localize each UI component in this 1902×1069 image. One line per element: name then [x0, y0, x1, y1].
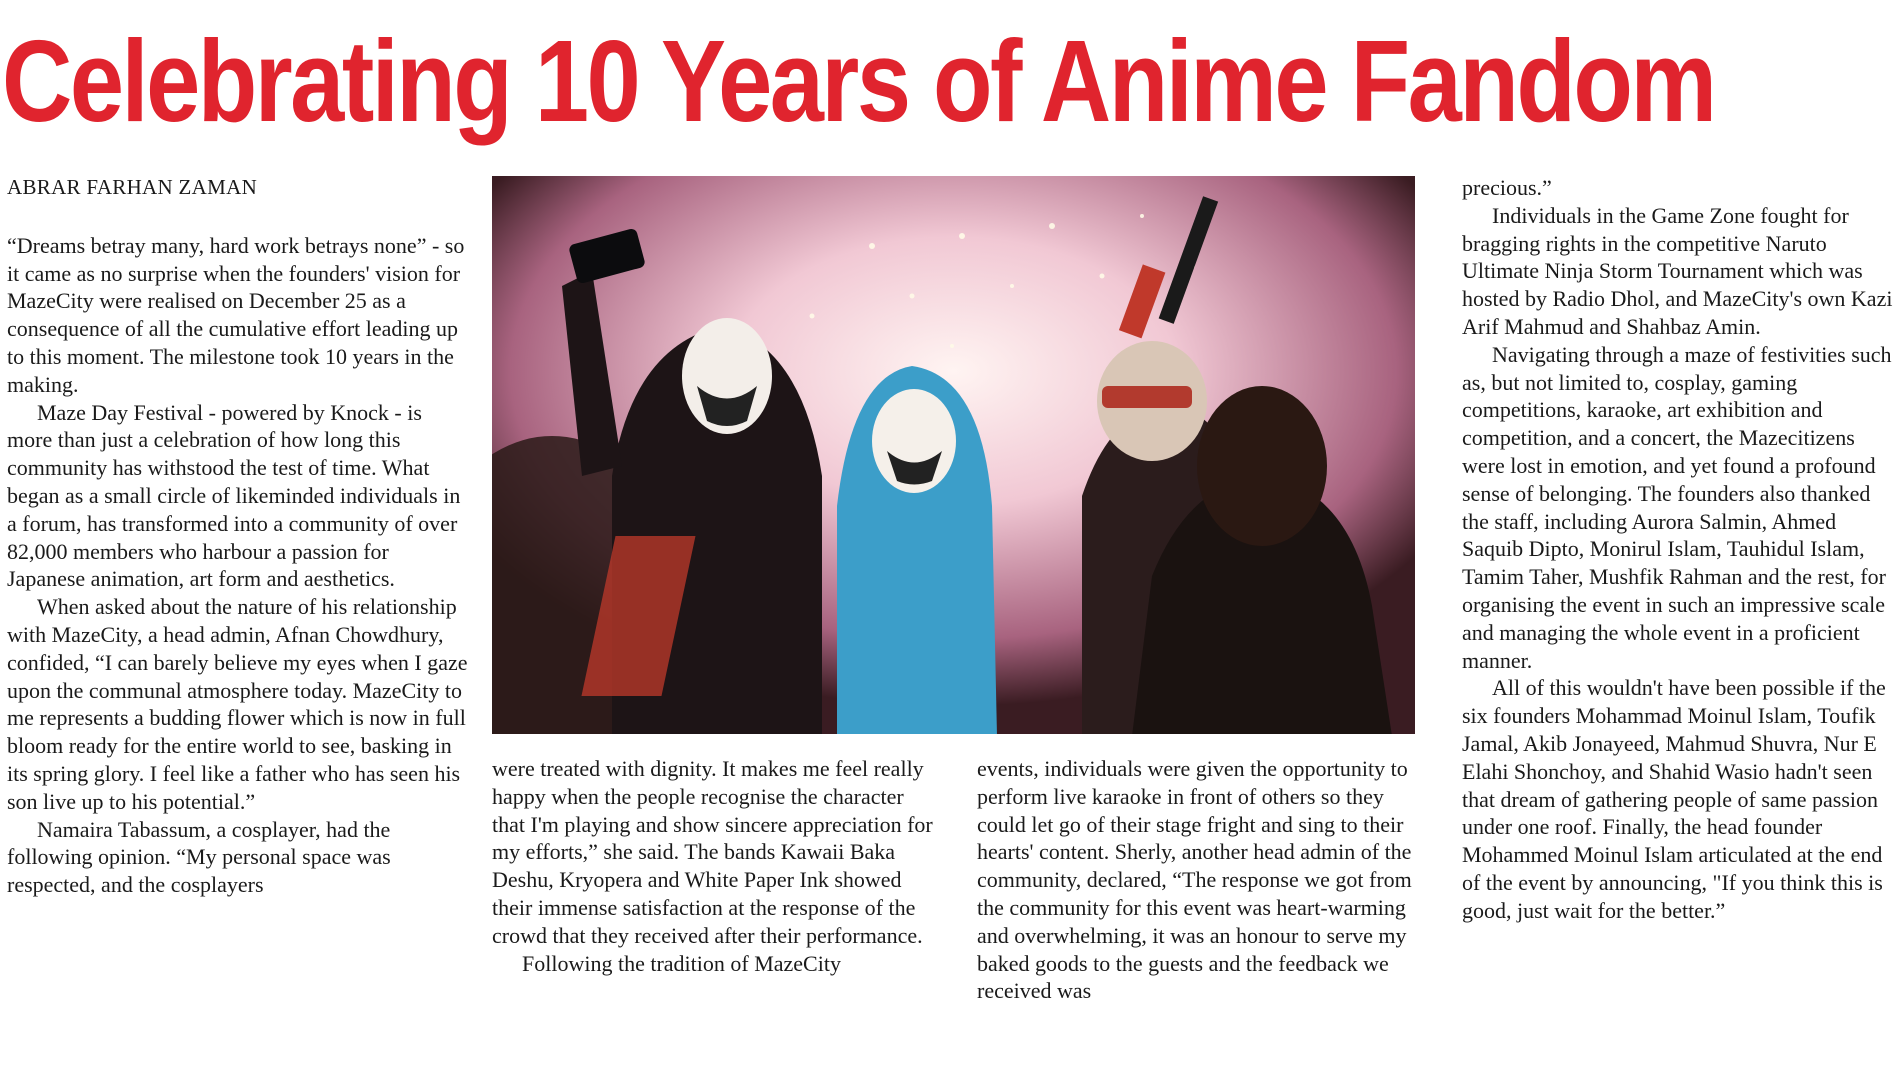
paragraph: Namaira Tabassum, a cosplayer, had the following opinion. “My personal space was respected, and the cosplayers — [7, 816, 391, 898]
paragraph: were treated with dignity. It makes me feel really happy when the people recognise the character that I'm playing and show sincere appreciation for my efforts,” she said. The bands Kawaii Baka Deshu, Kryopera and White Paper Ink showed their immense satisfaction at the response of the crowd that they received after their performance. — [492, 756, 933, 948]
paragraph: When asked about the nature of his relationship with MazeCity, a head admin, Afnan Chowdhury, confided, “I can barely believe my eyes when I gaze upon the communal atmosphere today. MazeCity to me represents a budding flower which is now in full bloom ready for the entire world to see, basking in its spring glory. I feel like a father who has seen his son live up to his potential.” — [7, 594, 468, 814]
article-column-4 — [1462, 174, 1902, 925]
paragraph: All of this wouldn't have been possible if the six founders Mohammad Moinul Islam, Toufik Jamal, Akib Jonayeed, Mahmud Shuvra, Nur E Elahi Shonchoy, and Shahid Wasio hadn't seen that dream of gathering people of same passion under one roof. Finally, the head founder Mohammed Moinul Islam articulated at the end of the event by announcing, "If you think this is good, just wait for the better.” — [1462, 675, 1886, 923]
paragraph: Individuals in the Game Zone fought for bragging rights in the competitive Naruto Ultimate Ninja Storm Tournament which was hosted by Radio Dhol, and MazeCity's own Kazi Arif Mahmud and Shahbaz Amin. — [1462, 202, 1893, 339]
article-column-3 — [977, 755, 1427, 1005]
photo-illustration — [492, 176, 1415, 734]
paragraph: “Dreams betray many, hard work betrays none” - so it came as no surprise when the founders' vision for MazeCity were realised on December 25 as a consequence of all the cumulative effort leading up to this moment. The milestone took 10 years in the making. — [7, 232, 465, 397]
paragraph: Following the tradition of MazeCity — [522, 950, 841, 976]
paragraph: events, individuals were given the opportunity to perform live karaoke in front of others so they could let go of their stage fright and sing to their hearts' content. Sherly, another head admin of the community, declared, “The response we got from the community for this event was heart-warming and overwhelming, it was an honour to serve my baked goods to the guests and the feedback we received was — [977, 756, 1412, 1004]
article-column-1 — [7, 174, 472, 899]
article-column-2 — [492, 755, 942, 977]
headline: Celebrating 10 Years of Anime Fandom — [2, 16, 1715, 146]
paragraph: Navigating through a maze of festivities such as, but not limited to, cosplay, gaming competitions, karaoke, art exhibition and competition, and a concert, the Mazecitizens were lost in emotion, and yet found a profound sense of belonging. The founders also thanked the staff, including Aurora Salmin, Ahmed Saquib Dipto, Monirul Islam, Tauhidul Islam, Tamim Taher, Mushfik Rahman and the rest, for organising the event in such an impressive scale and managing the whole event in a proficient manner. — [1462, 341, 1892, 673]
paragraph: Maze Day Festival - powered by Knock - is more than just a celebration of how long this community has withstood the test of time. What began as a small circle of likeminded individuals in a forum, has transformed into a community of over 82,000 members who harbour a passion for Japanese animation, art form and aesthetics. — [7, 399, 461, 592]
byline: ABRAR FARHAN ZAMAN — [7, 175, 258, 199]
paragraph: precious.” — [1462, 175, 1552, 200]
cosplayers-photo — [492, 176, 1415, 734]
